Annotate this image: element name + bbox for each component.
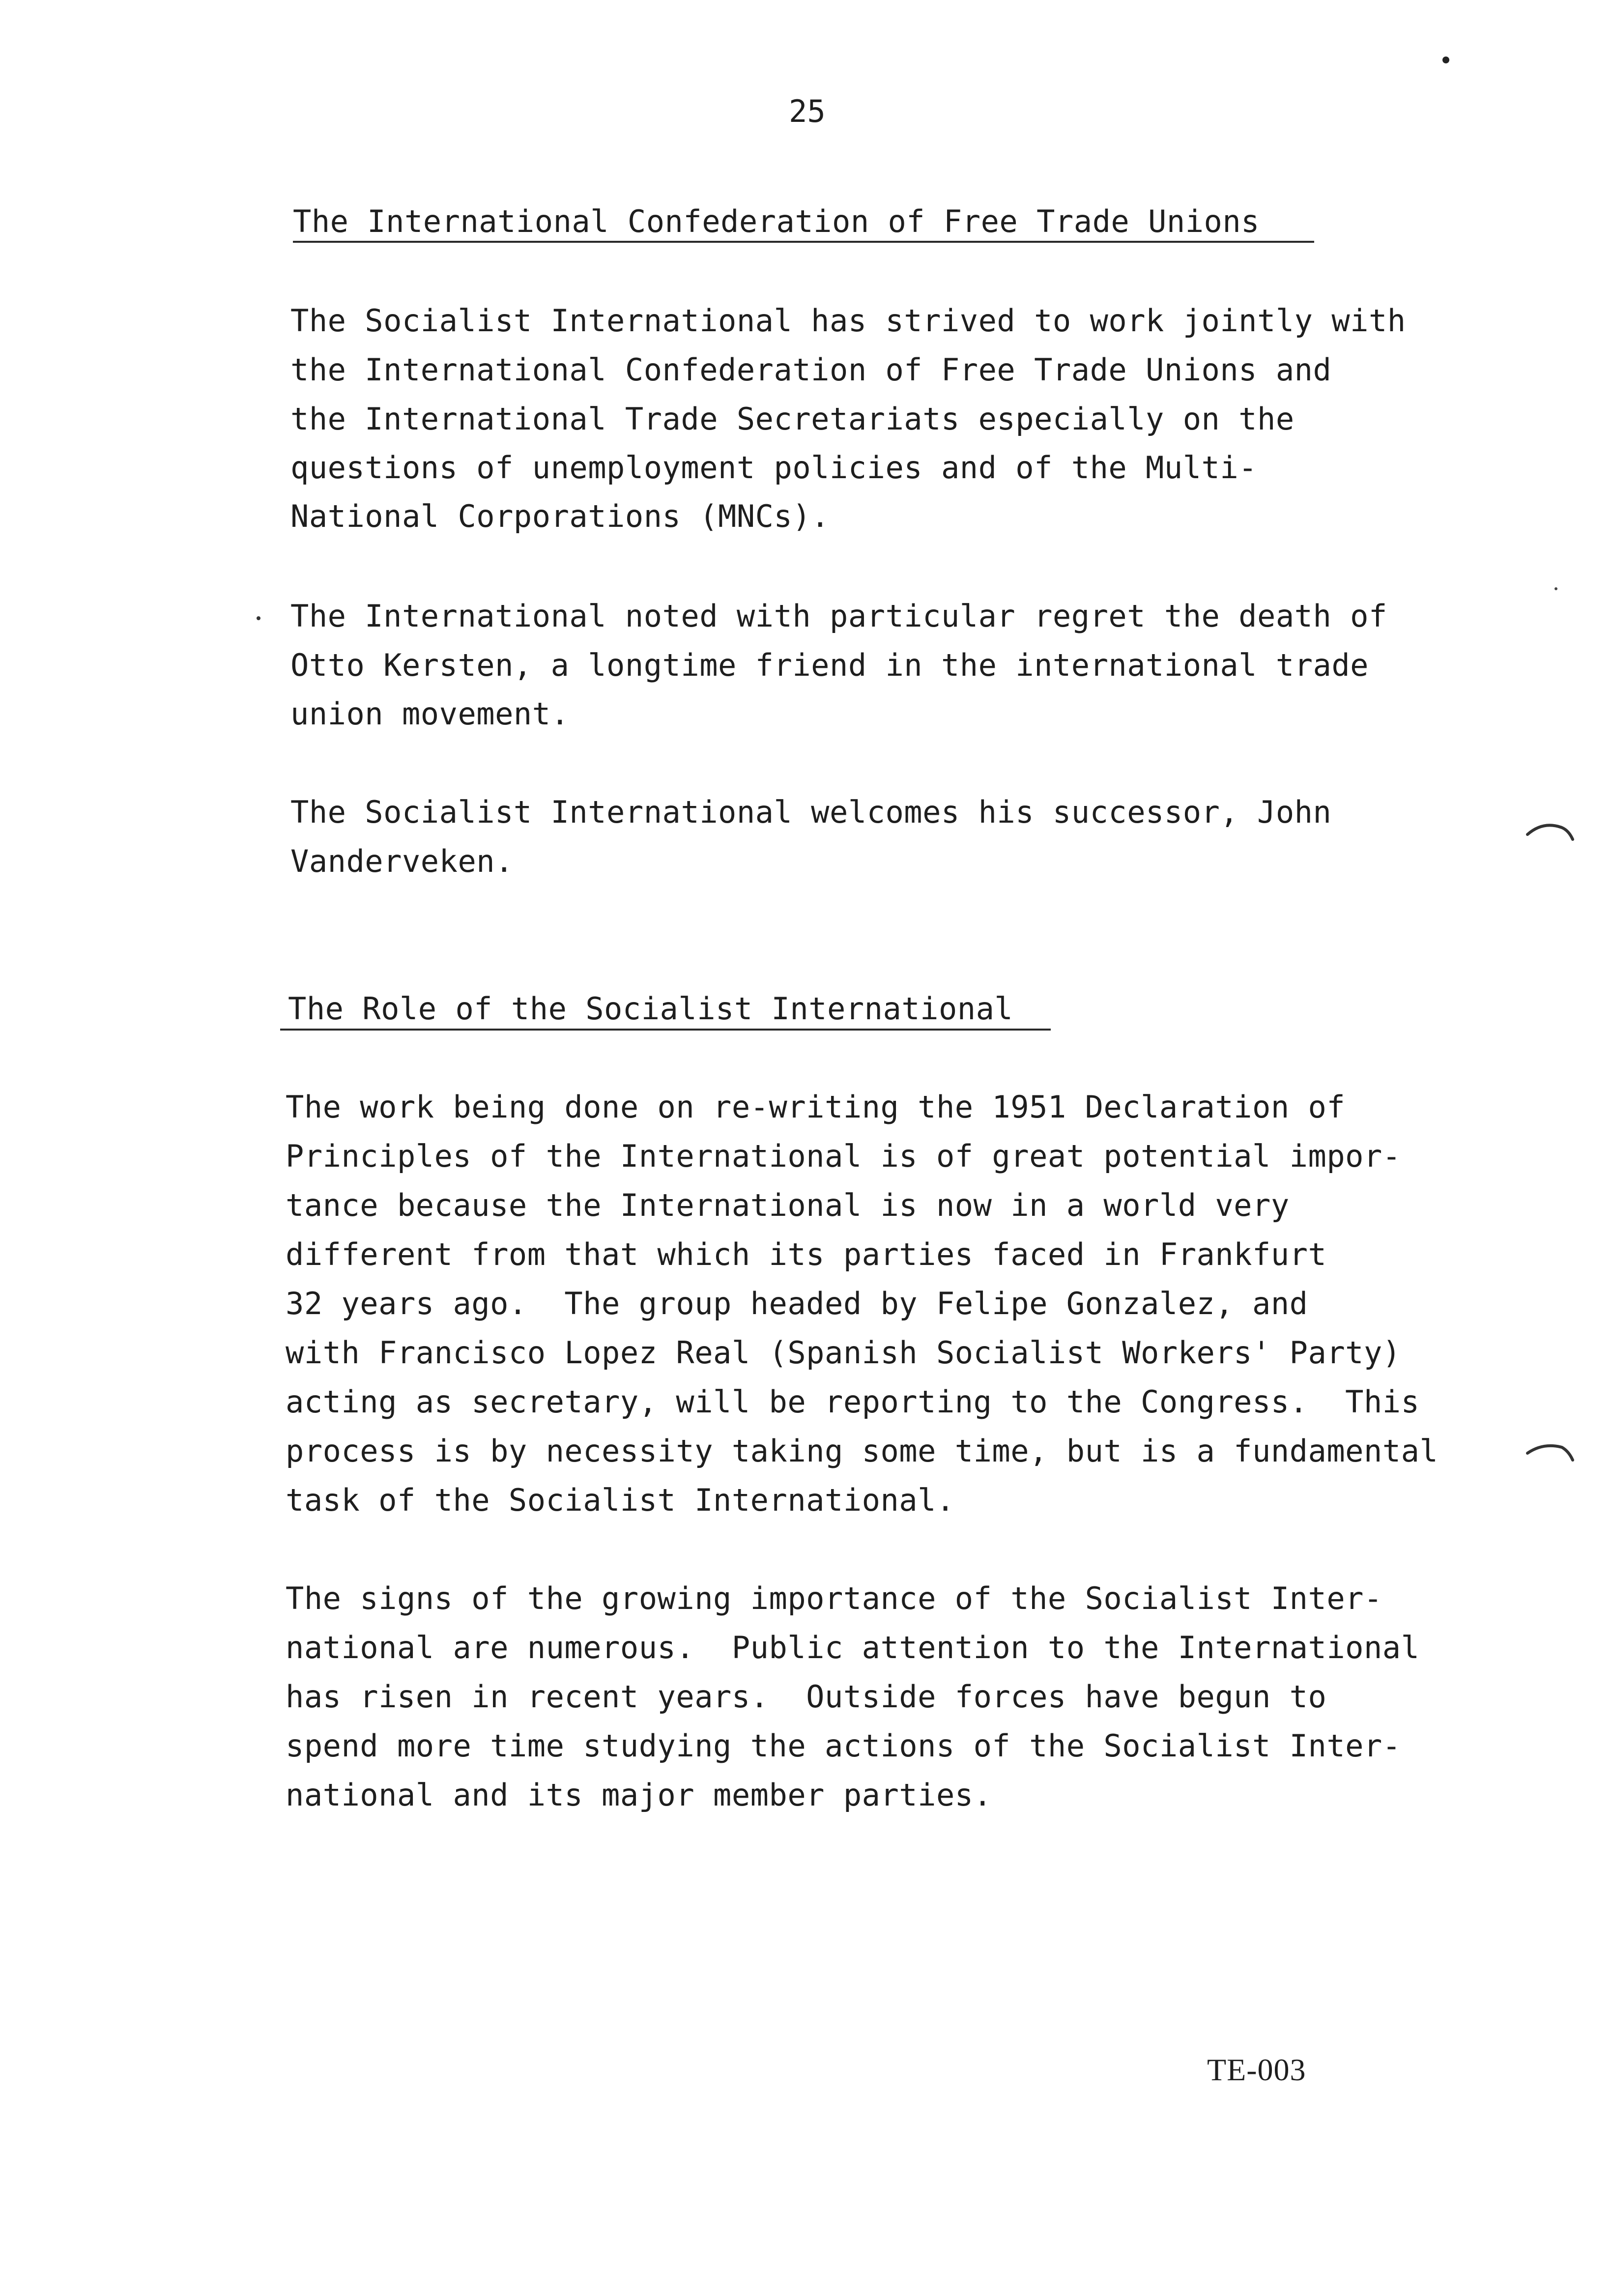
ink-speck-icon: [1552, 585, 1560, 593]
paragraph-line: National Corporations (MNCs).: [290, 498, 830, 534]
paragraph-line: Otto Kersten, a longtime friend in the international trade: [290, 647, 1369, 683]
paragraph-line: process is by necessity taking some time, but is a fundamental: [286, 1433, 1439, 1469]
paragraph-line: The work being done on re-writing the 1951 Declaration of: [286, 1089, 1346, 1125]
paragraph-line: with Francisco Lopez Real (Spanish Socialist Workers' Party): [286, 1335, 1401, 1371]
paragraph-line: tance because the International is now in a world very: [286, 1187, 1290, 1223]
paragraph-line: spend more time studying the actions of the Socialist Inter-: [286, 1728, 1401, 1764]
heading-underline: [280, 1029, 1051, 1031]
paragraph-line: national are numerous. Public attention to the International: [286, 1630, 1420, 1665]
paragraph-line: The International noted with particular regret the death of: [290, 598, 1387, 634]
heading-underline: [293, 241, 1314, 243]
paragraph-line: Principles of the International is of great potential impor-: [286, 1138, 1401, 1174]
paragraph-line: The signs of the growing importance of the Socialist Inter-: [286, 1580, 1382, 1616]
paragraph-line: different from that which its parties faced in Frankfurt: [286, 1236, 1327, 1272]
paragraph-line: acting as secretary, will be reporting to the Congress. This: [286, 1384, 1420, 1420]
paragraph-line: task of the Socialist International.: [286, 1482, 955, 1518]
margin-mark-icon: [1524, 811, 1578, 845]
paragraph-line: union movement.: [290, 696, 570, 732]
ink-speck-icon: [1440, 54, 1455, 69]
margin-mark-icon: [1524, 1433, 1578, 1467]
paragraph-line: the International Confederation of Free Trade Unions and: [290, 352, 1332, 388]
paragraph-line: national and its major member parties.: [286, 1777, 992, 1813]
section-heading-trade-unions: The International Confederation of Free Trade Unions: [293, 203, 1260, 239]
paragraph-line: has risen in recent years. Outside forces have begun to: [286, 1679, 1327, 1715]
page-number: 25: [789, 93, 826, 129]
paragraph-line: Vanderveken.: [290, 843, 514, 879]
ink-speck-icon: [254, 613, 263, 623]
paragraph-line: questions of unemployment policies and of the Multi-: [290, 450, 1258, 486]
paragraph-line: 32 years ago. The group headed by Felipe Gonzalez, and: [286, 1286, 1308, 1321]
section-heading-role: The Role of the Socialist International: [288, 991, 1013, 1027]
paragraph-line: The Socialist International welcomes his successor, John: [290, 794, 1332, 830]
paragraph-line: The Socialist International has strived to work jointly with: [290, 303, 1406, 339]
paragraph-line: the International Trade Secretariats especially on the: [290, 401, 1295, 437]
document-code: TE-003: [1207, 2052, 1306, 2087]
